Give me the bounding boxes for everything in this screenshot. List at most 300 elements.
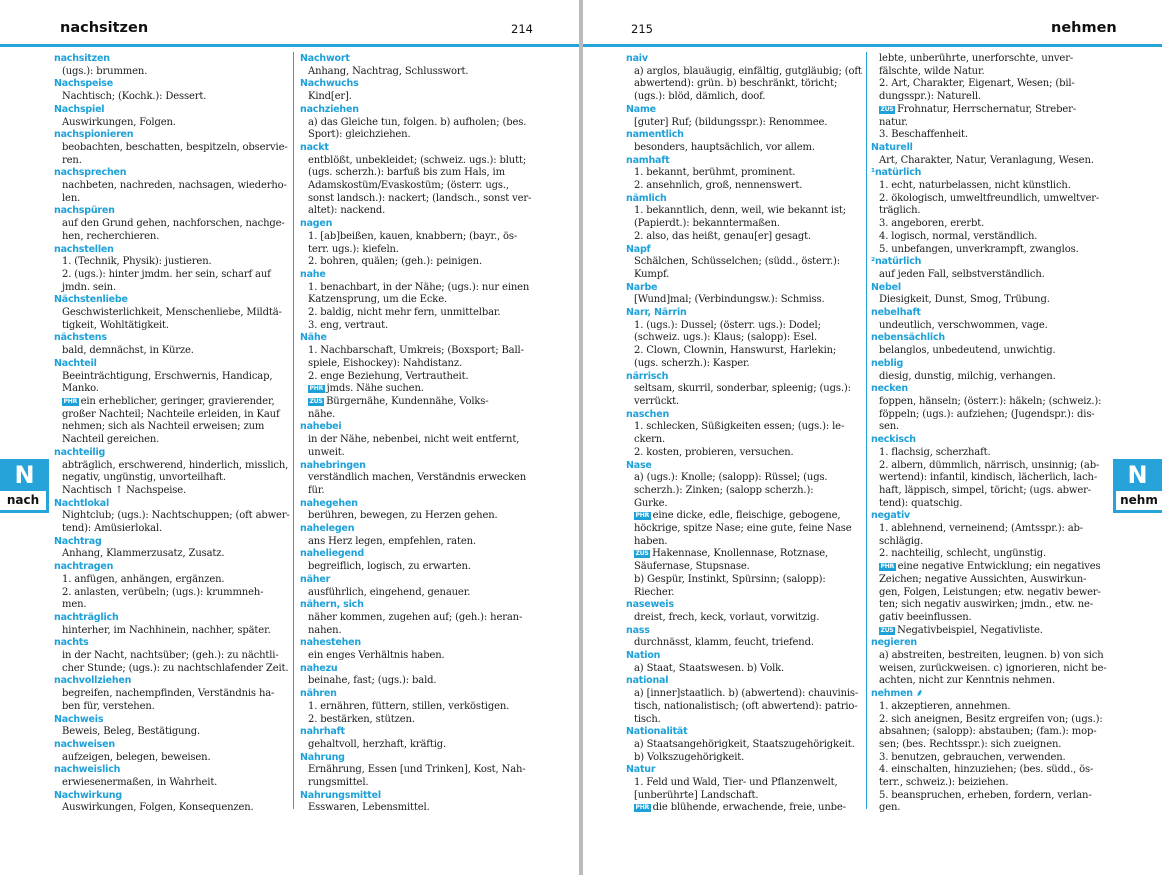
dictionary-entry [54,358,286,447]
entry-line: a) (ugs.): Knolle; (salopp): Rüssel; (ugs. [634,472,828,484]
entry-line: (ugs. scherzh.): barfuß bis zum Hals, im [308,167,505,179]
dictionary-entry [871,282,1103,307]
entry-headword: nämlich [626,192,667,204]
entry-line-text: eine negative Entwicklung; ein negatives [897,561,1101,573]
entry-line: verrückt. [634,395,680,407]
entry-headword: neckisch [871,434,916,446]
entry-line: auf den Grund gehen, nachforschen, nachge- [62,218,285,230]
entry-line: Diesigkeit, Dunst, Smog, Trübung. [879,294,1050,306]
entry-line: berühren, bewegen, zu Herzen gehen. [308,510,498,522]
entry-headword: necken [871,383,908,395]
entry-line: 2. enge Beziehung, Vertrautheit. [308,370,469,382]
entry-line: Beweis, Beleg, Bestätigung. [62,726,200,738]
entry-line: höckrige, spitze Nase; eine gute, feine Nase [634,523,852,535]
entry-line [871,104,1103,117]
dictionary-entry [300,663,532,688]
dictionary-entry [626,53,862,104]
phrase-tag-icon: PHR [309,385,324,393]
entry-headword: ²natürlich [871,256,922,268]
right-column-2 [871,53,1107,815]
dictionary-entry [626,155,858,193]
entry-line: Säufernase, Stupsnase. [634,561,750,573]
entry-headword: nähern, sich [300,599,364,611]
entry-line: tisch. [634,713,661,725]
entry-line: [unberührte] Landschaft. [634,789,759,801]
entry-line: auf jeden Fall, selbstverständlich. [879,268,1045,280]
dictionary-entry [626,193,858,244]
entry-headword: Nahrung [300,751,345,763]
entry-line: ckern. [634,434,666,446]
entry-headword: nachts [54,637,89,649]
dictionary-entry [626,764,858,815]
entry-line: tend): Amüsierlokal. [62,523,163,535]
dictionary-entry [54,612,286,637]
entry-line: Nightclub; (ugs.): Nachtschuppen; (oft abwer- [62,510,290,522]
dictionary-entry [871,53,1103,142]
entry-line: dungsspr.): Naturell. [879,91,981,103]
dictionary-entry [626,460,858,600]
dictionary-entry [300,574,532,599]
entry-line: 2. kosten, probieren, versuchen. [634,446,794,458]
dictionary-entry [300,78,532,103]
dictionary-entry [54,167,286,205]
left-thumb-letter: N [14,461,35,489]
entry-line-text: die blühende, erwachende, freie, unbe- [652,802,846,814]
entry-line: 1. ernähren, füttern, stillen, verköstigen. [308,700,510,712]
entry-line: hinterher, im Nachhinein, nachher, später. [62,624,271,636]
dictionary-entry [626,625,858,650]
entry-line-text: eine dicke, edle, fleischige, gebogene, [652,510,841,522]
dictionary-entry [54,764,286,789]
dictionary-entry [54,104,286,129]
entry-line: 1. bekanntlich, denn, weil, wie bekannt ist; [634,205,846,217]
entry-line: Schälchen, Schüsselchen; (südd., österr.): [634,256,840,268]
entry-line: 3. angeboren, ererbt. [879,218,985,230]
entry-line: a) abstreiten, bestreiten, leugnen. b) von sich [879,650,1104,662]
entry-line: näher kommen, zugehen auf; (geh.): heran- [308,611,523,623]
entry-line: 1. flachsig, scherzhaft. [879,446,991,458]
left-page [0,0,579,875]
dictionary-entry [871,256,1103,281]
entry-line: a) [inner]staatlich. b) (abwertend): chauvinis- [634,688,859,700]
entry-line: 2. (ugs.): hinter jmdm. her sein, scharf auf [62,268,271,280]
entry-line: Riecher. [634,586,675,598]
entry-line: haben. [634,535,668,547]
entry-line: 1. Nachbarschaft, Umkreis; (Boxsport; Ball- [308,345,524,357]
entry-line: seltsam, skurril, sonderbar, spleenig; (ugs.): [634,383,851,395]
left-column-1 [54,53,290,815]
dictionary-entry [300,599,532,637]
entry-headword: Nächstenliebe [54,294,128,306]
entry-line: foppen, hänseln; (österr.): häkeln; (schweiz.): [879,395,1102,407]
entry-line: 2. Art, Charakter, Eigenart, Wesen; (bil- [879,78,1075,90]
phrase-tag-icon: PHR [635,512,650,520]
dictionary-entry [300,218,532,269]
dictionary-entry [871,637,1107,688]
entry-headword: naseweis [626,599,674,611]
dictionary-entry [54,485,286,498]
entry-line: 2. nachteilig, schlecht, ungünstig. [879,548,1047,560]
entry-headword: Nahrungsmittel [300,789,381,801]
entry-line: abwertend): grün. b) beschränkt, töricht; [634,78,838,90]
entry-headword: nachspüren [54,205,115,217]
entry-line: (Papierdt.): bekanntermaßen. [634,218,780,230]
entry-line: diesig, dunstig, milchig, verhangen. [879,370,1056,382]
entry-line: weisen, zurückweisen. c) ignorieren, nicht be- [879,662,1107,674]
entry-headword: nahebei [300,421,342,433]
entry-line: gativ beeinflussen. [879,611,972,623]
left-header-rule [0,44,579,47]
compound-tag-icon: ZUS [880,105,894,113]
entry-headword: näher [300,573,331,585]
entry-line [626,510,858,523]
entry-line: gen. [879,802,901,814]
entry-line: 1. benachbart, in der Nähe; (ugs.): nur einen [308,281,530,293]
entry-headword: naiv [626,53,648,64]
entry-headword: nachträglich [54,611,119,623]
entry-line: lebte, unberührte, unerforschte, unver- [879,53,1074,64]
entry-line: 2. bestärken, stützen. [308,713,415,725]
entry-line: ans Herz legen, empfehlen, raten. [308,535,476,547]
dictionary-entry [54,53,286,78]
entry-line: (ugs. scherzh.): Kasper. [634,357,750,369]
entry-line: ren. [62,154,82,166]
dictionary-entry [626,307,858,371]
entry-line: spiele, Eishockey): Nahdistanz. [308,357,462,369]
entry-headword: neblig [871,357,904,369]
entry-line: unweit. [308,446,345,458]
entry-headword: nachvollziehen [54,675,132,687]
dictionary-entry [54,714,286,739]
entry-headword: Narbe [626,281,658,293]
entry-line: fälschte, wilde Natur. [879,65,985,77]
entry-line: 2. also, das heißt, genau[er] gesagt. [634,230,811,242]
dictionary-entry [54,739,286,764]
entry-line: Auswirkungen, Folgen. [62,116,176,128]
entry-headword: nachspionieren [54,129,134,141]
entry-line: ten; sich negativ auswirken; jmdn., etw. ne- [879,599,1094,611]
entry-line-text: Hakennase, Knollennase, Rotznase, [652,548,829,560]
entry-headword: nachteilig [54,446,106,458]
entry-line: 3. Beschaffenheit. [879,129,968,141]
dictionary-entry [300,498,532,523]
entry-line: Art, Charakter, Natur, Veranlagung, Wesen. [879,154,1094,166]
dictionary-entry [871,167,1103,256]
entry-line: (schweiz. ugs.): Klaus; (salopp): Esel. [634,332,818,344]
entry-line: 2. bohren, quälen; (geh.): peinigen. [308,256,482,268]
right-column-divider [866,52,867,809]
entry-headword: Nachteil [54,357,97,369]
entry-headword: nachweislich [54,764,121,776]
entry-line: a) Staatsangehörigkeit, Staatszugehörigkeit. [634,738,855,750]
entry-line: Anhang, Klammerzusatz, Zusatz. [62,548,225,560]
entry-line: belanglos, unbedeutend, unwichtig. [879,345,1056,357]
entry-line: nachbeten, nachreden, nachsagen, wiederho- [62,180,287,192]
entry-headword: nackt [300,141,329,153]
entry-line: beobachten, beschatten, bespitzeln, observie- [62,141,288,153]
entry-line: 4. logisch, normal, verständlich. [879,230,1038,242]
entry-line: Nachtisch ↑ Nachspeise. [62,484,187,496]
dictionary-entry [54,129,286,167]
entry-headword: nachweisen [54,738,115,750]
dictionary-entry [626,371,858,409]
entry-line [871,625,1103,638]
entry-line: terr. ugs.): kiefeln. [308,243,399,255]
entry-headword: Nachtrag [54,535,102,547]
entry-line [626,548,858,561]
entry-line: 1. ablehnend, verneinend; (Amtsspr.): ab- [879,523,1084,535]
entry-headword: nagen [300,218,333,230]
entry-line: abträglich, erschwerend, hinderlich, misslich, [62,459,289,471]
entry-line: Sport): gleichziehen. [308,129,411,141]
entry-headword: nahezu [300,662,338,674]
entry-line: negativ, ungünstig, unvorteilhaft. [62,472,226,484]
dictionary-entry [300,53,532,78]
entry-headword: Nase [626,459,652,471]
dictionary-entry [54,675,286,713]
entry-line: b) Gespür, Instinkt, Spürsinn; (salopp): [634,573,826,585]
entry-line: 2. baldig, nicht mehr fern, unmittelbar. [308,307,501,319]
entry-line: ein enges Verhältnis haben. [308,650,445,662]
entry-headword: nachsitzen [54,53,110,64]
entry-line: achten, nicht zur Kenntnis nehmen. [879,675,1055,687]
entry-headword: negieren [871,637,917,649]
entry-headword: Napf [626,243,651,255]
entry-line: föppeln; (ugs.): aufziehen; (Jugendspr.): dis- [879,408,1095,420]
entry-headword: nahegehen [300,497,358,509]
entry-line: gehaltvoll, herzhaft, kräftig. [308,738,447,750]
entry-line: jmdn. sein. [62,281,116,293]
entry-line: haft, läppisch, simpel, töricht; (ugs. abwer- [879,484,1091,496]
entry-line: besonders, hauptsächlich, vor allem. [634,141,815,153]
entry-line: tend): quatschig. [879,497,963,509]
entry-line: scherzh.): Zinken; (salopp scherzh.): [634,484,814,496]
entry-line: a) Staat, Staatswesen. b) Volk. [634,662,785,674]
dictionary-entry [871,383,1103,434]
entry-headword: nächstens [54,332,107,344]
entry-headword: nachtragen [54,561,114,573]
dictionary-entry [871,510,1103,637]
entry-line: Kumpf. [634,268,670,280]
entry-headword: nahe [300,268,326,280]
entry-headword: Nachweis [54,713,104,725]
entry-headword: Narr, Närrin [626,307,687,319]
entry-line: 2. albern, dümmlich, närrisch, unsinnig; (ab- [879,459,1100,471]
entry-line: durchnässt, klamm, feucht, triefend. [634,637,814,649]
entry-line: nehmen; sich als Nachteil erweisen; zum [62,421,265,433]
entry-line: Nachtisch; (Kochk.): Dessert. [62,91,207,103]
entry-headword: ¹natürlich [871,167,922,179]
entry-line: Nachteil gereichen. [62,434,160,446]
right-thumb-index[interactable] [1113,459,1162,513]
entry-headword: negativ [871,510,911,522]
entry-line: wertend): infantil, kindisch, lächerlich, lach- [879,472,1098,484]
entry-headword: Nachwort [300,53,350,64]
left-page-number: 214 [511,22,533,36]
entry-headword: nachstellen [54,243,114,255]
entry-headword: nahelegen [300,523,355,535]
entry-line: Beeinträchtigung, Erschwernis, Handicap, [62,370,273,382]
entry-line: Ernährung, Essen [und Trinken], Kost, Nah- [308,764,526,776]
entry-line: hen, recherchieren. [62,230,160,242]
dictionary-entry [54,78,286,103]
entry-line: beinahe, fast; (ugs.): bald. [308,675,437,687]
entry-line-text: ein erheblicher, geringer, gravierender, [80,395,275,407]
entry-line: sonst landsch.): nackert; (landsch., sonst ver- [308,192,532,204]
entry-line: [guter] Ruf; (bildungsspr.): Renommee. [634,116,828,128]
entry-line [54,396,286,409]
entry-line: a) das Gleiche tun, folgen. b) aufholen; (bes. [308,116,527,128]
entry-line: 2. ökologisch, umweltfreundlich, umweltver- [879,192,1100,204]
entry-headword: nahebringen [300,459,366,471]
dictionary-entry [54,205,286,243]
entry-headword: naschen [626,408,670,420]
entry-line-text: Negativbeispiel, Negativliste. [897,624,1043,636]
entry-line: gen, Folgen, Leistungen; etw. negativ bewer- [879,586,1101,598]
entry-headword: nahestehen [300,637,361,649]
entry-headword: nebensächlich [871,332,945,344]
entry-line: Adamskostüm/Evaskostüm; (österr. ugs., [308,180,509,192]
entry-headword: Naturell [871,141,913,153]
entry-line-text: Bürgernähe, Kundennähe, Volks- [326,395,489,407]
entry-line: 1. (ugs.): Dussel; (österr. ugs.): Dodel; [634,319,821,331]
dictionary-entry [626,726,858,764]
entry-line: in der Nacht, nachtsüber; (geh.): zu nächtli- [62,650,279,662]
entry-line: undeutlich, verschwommen, vage. [879,319,1048,331]
entry-line: sen. [879,421,900,433]
entry-headword: Nachwuchs [300,78,359,90]
entry-line: 2. Clown, Clownin, Hanswurst, Harlekin; [634,345,837,357]
right-header-word: nehmen [1051,20,1117,36]
entry-line: terr., schweiz.): beiziehen. [879,777,1009,789]
dictionary-entry [300,523,532,548]
entry-line: Anhang, Nachtrag, Schlusswort. [308,65,469,77]
dictionary-entry [626,104,858,129]
entry-headword: Nachwirkung [54,789,122,801]
entry-headword: närrisch [626,370,669,382]
dictionary-entry [626,129,858,154]
entry-line: 1. akzeptieren, annehmen. [879,700,1011,712]
entry-headword: Name [626,103,656,115]
compound-tag-icon: ZUS [635,550,649,558]
entry-line: entblößt, unbekleidet; (schweiz. ugs.): blutt; [308,154,527,166]
dictionary-entry [626,409,858,460]
left-thumb-index[interactable] [0,459,49,513]
entry-line: 1. anfügen, anhängen, ergänzen. [62,573,225,585]
entry-line: für. [308,484,325,496]
entry-line-text: jmds. Nähe suchen. [326,383,424,395]
entry-line: Katzensprung, um die Ecke. [308,294,447,306]
right-thumb-letter: N [1127,461,1148,489]
entry-line: begreiflich, logisch, zu erwarten. [308,561,471,573]
compound-tag-icon: ZUS [309,397,323,405]
entry-line: (ugs.): blöd, dämlich, doof. [634,91,766,103]
entry-line: ben für, verstehen. [62,700,155,712]
entry-line: rungsmittel. [308,777,369,789]
dictionary-entry [300,104,532,142]
entry-line: Kind[er]. [308,91,352,103]
entry-line: großer Nachteil; Nachteile erleiden, in Kauf [62,408,280,420]
entry-line: schlägig. [879,535,924,547]
entry-line: 1. [ab]beißen, kauen, knabbern; (bayr., ös- [308,230,518,242]
dictionary-entry [300,726,532,751]
entry-line: in der Nähe, nebenbei, nicht weit entfernt, [308,434,520,446]
entry-line: träglich. [879,205,921,217]
entry-headword: nass [626,624,650,636]
dictionary-entry [871,307,1103,332]
phrase-tag-icon: PHR [880,563,895,571]
entry-line: nähe. [308,408,336,420]
entry-line [871,561,1103,574]
left-thumb-word: nach [0,491,46,510]
entry-line: nahen. [308,624,342,636]
entry-headword: naheliegend [300,548,364,560]
entry-line: tisch, nationalistisch; (oft abwertend): patrio- [634,700,858,712]
entry-line: 2. sich aneignen, Besitz ergreifen von; (ugs.): [879,713,1103,725]
entry-headword: national [626,675,669,687]
dictionary-entry [871,142,1103,167]
entry-line [300,396,532,409]
phrase-tag-icon: PHR [63,397,78,405]
entry-headword: Nachspeise [54,78,114,90]
entry-headword: nehmen ⸙ [871,688,923,700]
dictionary-entry [54,294,286,332]
entry-line: Auswirkungen, Folgen, Konsequenzen. [62,802,254,814]
entry-line: Zeichen; negative Aussichten, Auswirkun- [879,573,1087,585]
entry-line: tigkeit, Wohltätigkeit. [62,319,169,331]
dictionary-entry [871,358,1103,383]
entry-headword: nähren [300,688,337,700]
right-thumb-word: nehm [1116,491,1162,510]
entry-line: 2. anlasten, verübeln; (ugs.): krummneh- [62,586,264,598]
entry-headword: Nation [626,650,661,662]
entry-headword: nebelhaft [871,307,921,319]
entry-line: 2. ansehnlich, groß, nennenswert. [634,180,803,192]
dictionary-entry [626,244,858,282]
entry-line [300,383,532,396]
entry-line-text: Frohnatur, Herrschernatur, Streber- [897,103,1076,115]
entry-line: Manko. [62,383,99,395]
entry-line: sen; (bes. Rechtsspr.): sich zueignen. [879,738,1062,750]
entry-headword: Nachspiel [54,103,105,115]
entry-line: Geschwisterlichkeit, Menschenliebe, Mildtä- [62,307,282,319]
dictionary-entry [54,637,289,675]
entry-line: aufzeigen, belegen, beweisen. [62,751,211,763]
entry-line: b) Volkszugehörigkeit. [634,751,745,763]
entry-line: 1. (Technik, Physik): justieren. [62,256,212,268]
entry-line: (ugs.): brummen. [62,65,148,77]
entry-line: 3. benutzen, gebrauchen, verwenden. [879,751,1066,763]
dictionary-entry [300,548,532,573]
dictionary-entry [300,332,532,421]
dictionary-entry [300,142,532,218]
dictionary-entry [871,688,1103,815]
entry-line: 5. beanspruchen, erheben, fordern, verlan- [879,789,1092,801]
entry-headword: nachziehen [300,103,359,115]
entry-line: dreist, frech, keck, vorlaut, vorwitzig. [634,611,820,623]
left-column-divider [293,52,294,809]
entry-line: Gurke. [634,497,668,509]
entry-line: begreifen, nachempfinden, Verständnis ha- [62,688,275,700]
dictionary-entry [300,688,532,726]
right-header-rule [583,44,1162,47]
dictionary-entry [54,244,286,295]
entry-line: absahnen; (salopp): abstauben; (fam.): mop- [879,726,1097,738]
entry-headword: namentlich [626,129,684,141]
entry-line: 1. Feld und Wald, Tier- und Pflanzenwelt, [634,777,838,789]
right-column-1 [626,53,862,815]
entry-headword: nahrhaft [300,726,345,738]
